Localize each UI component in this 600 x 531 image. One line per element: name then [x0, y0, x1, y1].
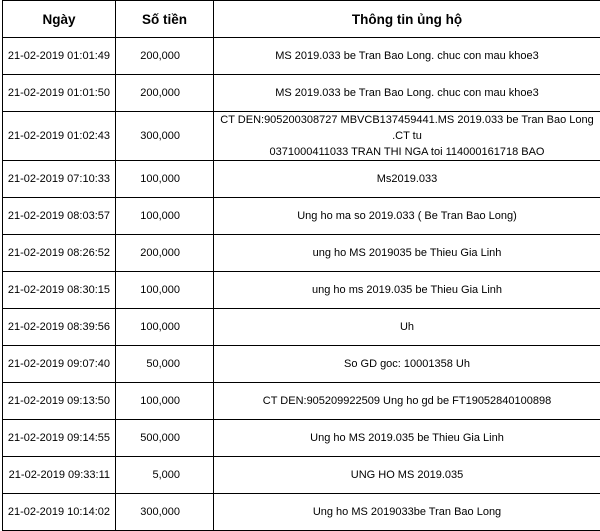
donation-info-cell [214, 420, 600, 457]
amount-cell: 300,000 [116, 494, 214, 531]
table-row [3, 309, 600, 346]
column-header-date: Ngày [3, 1, 116, 38]
transaction-date-cell: 21-02-2019 10:14:02 [3, 494, 116, 531]
donation-table [2, 0, 600, 531]
table-row [3, 112, 600, 161]
transaction-date-cell: 21-02-2019 09:14:55 [3, 420, 116, 457]
table-row [3, 457, 600, 494]
transaction-date-cell: 21-02-2019 01:01:50 [3, 75, 116, 112]
transaction-date-cell: 21-02-2019 09:33:11 [3, 457, 116, 494]
column-header-amount: Số tiền [116, 1, 214, 38]
donation-info-cell [214, 161, 600, 198]
column-header-donation-info: Thông tin ủng hộ [214, 1, 600, 38]
transaction-date-cell: 21-02-2019 08:39:56 [3, 309, 116, 346]
amount-cell: 100,000 [116, 309, 214, 346]
amount-cell: 5,000 [116, 457, 214, 494]
amount-cell: 300,000 [116, 112, 214, 161]
transaction-date-cell: 21-02-2019 08:30:15 [3, 272, 116, 309]
amount-cell: 500,000 [116, 420, 214, 457]
donation-info-line: ung ho ms 2019.035 be Thieu Gia Linh [216, 282, 598, 298]
donation-info-line: MS 2019.033 be Tran Bao Long. chuc con mau khoe3 [216, 85, 598, 101]
table-row [3, 235, 600, 272]
donation-info-line: Uh [216, 319, 598, 335]
transaction-date-cell: 21-02-2019 07:10:33 [3, 161, 116, 198]
donation-info-cell [214, 383, 600, 420]
table-row [3, 198, 600, 235]
transaction-date-cell: 21-02-2019 09:07:40 [3, 346, 116, 383]
table-row [3, 383, 600, 420]
header-row [3, 1, 600, 38]
donation-info-line: Ms2019.033 [216, 171, 598, 187]
donation-info-line: ung ho MS 2019035 be Thieu Gia Linh [216, 245, 598, 261]
transaction-date-cell: 21-02-2019 08:26:52 [3, 235, 116, 272]
donation-info-cell [214, 198, 600, 235]
table-row [3, 346, 600, 383]
donation-info-line: Ung ho MS 2019.035 be Thieu Gia Linh [216, 430, 598, 446]
transaction-date-cell: 21-02-2019 01:01:49 [3, 38, 116, 75]
amount-cell: 100,000 [116, 161, 214, 198]
table-row [3, 161, 600, 198]
transaction-date-cell: 21-02-2019 08:03:57 [3, 198, 116, 235]
donation-info-line: CT DEN:905209922509 Ung ho gd be FT19052840100898 [216, 393, 598, 409]
table-row [3, 38, 600, 75]
donation-info-cell [214, 272, 600, 309]
donation-info-line: Ung ho MS 2019033be Tran Bao Long [216, 504, 598, 520]
amount-cell: 100,000 [116, 272, 214, 309]
donation-info-line: 0371000411033 TRAN THI NGA toi 114000161718 BAO [216, 144, 598, 160]
donation-info-cell [214, 75, 600, 112]
amount-cell: 100,000 [116, 198, 214, 235]
donation-info-line: UNG HO MS 2019.035 [216, 467, 598, 483]
amount-cell: 50,000 [116, 346, 214, 383]
donation-info-cell [214, 309, 600, 346]
amount-cell: 200,000 [116, 75, 214, 112]
donation-info-cell [214, 235, 600, 272]
table-row [3, 272, 600, 309]
amount-cell: 100,000 [116, 383, 214, 420]
transaction-date-cell: 21-02-2019 01:02:43 [3, 112, 116, 161]
donation-info-line: So GD goc: 10001358 Uh [216, 356, 598, 372]
amount-cell: 200,000 [116, 235, 214, 272]
transaction-date-cell: 21-02-2019 09:13:50 [3, 383, 116, 420]
donation-info-line: MS 2019.033 be Tran Bao Long. chuc con mau khoe3 [216, 48, 598, 64]
table-row [3, 420, 600, 457]
amount-cell: 200,000 [116, 38, 214, 75]
donation-info-line: Ung ho ma so 2019.033 ( Be Tran Bao Long) [216, 208, 598, 224]
donation-info-cell [214, 346, 600, 383]
donation-info-cell [214, 38, 600, 75]
donation-info-line: CT DEN:905200308727 MBVCB137459441.MS 2019.033 be Tran Bao Long .CT tu [216, 112, 598, 144]
donation-info-cell [214, 457, 600, 494]
table-row [3, 75, 600, 112]
donation-info-cell [214, 112, 600, 161]
